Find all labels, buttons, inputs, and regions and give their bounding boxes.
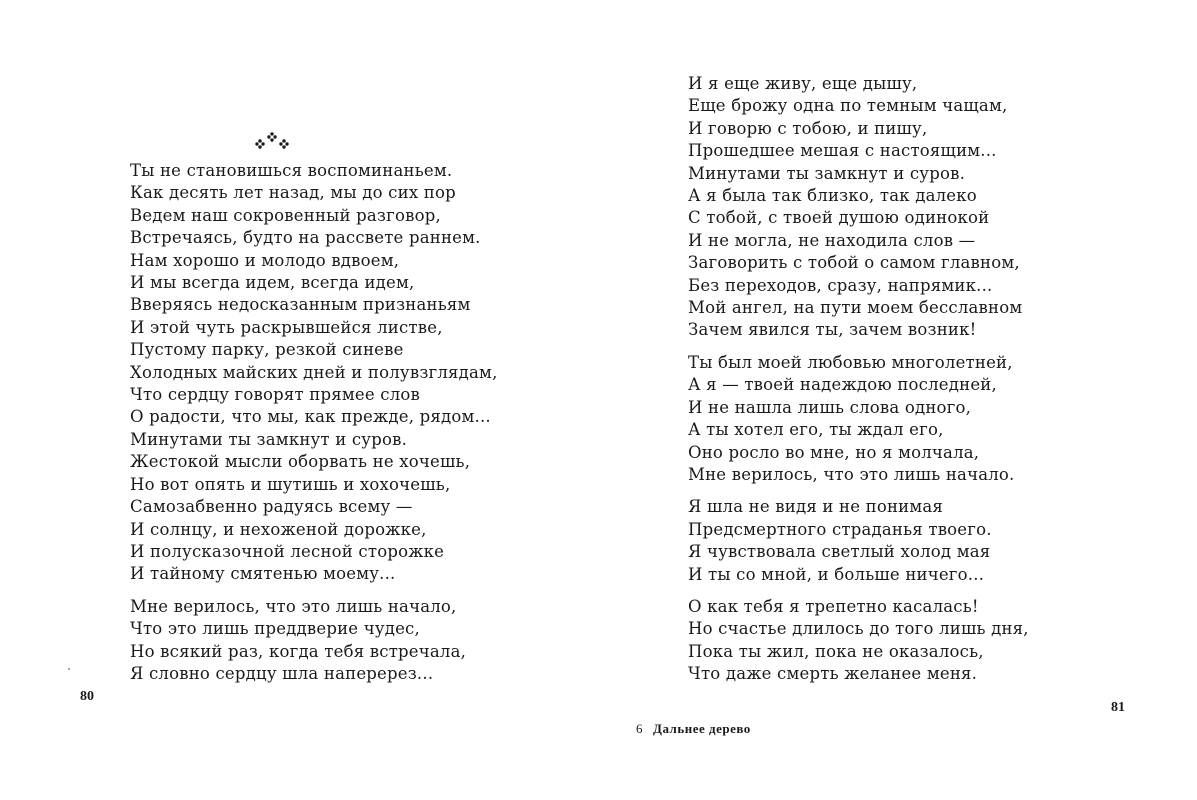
poem-line: О радости, что мы, как прежде, рядом... xyxy=(130,407,491,427)
flower-ornament-icon xyxy=(252,132,294,150)
poem-line: Прошедшее мешая с настоящим... xyxy=(688,141,997,161)
poem-line: Я шла не видя и не понимая xyxy=(688,497,944,517)
poem-line: Ты не становишься воспоминаньем. xyxy=(130,161,453,180)
poem-line: Холодных майских дней и полувзглядам, xyxy=(130,362,498,382)
print-speck xyxy=(68,668,70,670)
poem-line: И говорю с тобою, и пишу, xyxy=(688,118,928,138)
signature-title: Дальнее дерево xyxy=(653,721,751,736)
poem-line: И не нашла лишь слова одного, xyxy=(688,397,972,417)
poem-line: И солнцу, и нехоженой дорожке, xyxy=(130,519,427,539)
page-number-right: 81 xyxy=(1111,700,1125,715)
poem-line: Ты был моей любовью многолетней, xyxy=(688,352,1013,372)
poem-left xyxy=(130,160,498,685)
poem-line: Минутами ты замкнут и суров. xyxy=(688,163,966,183)
poem-line: Еще брожу одна по темным чащам, xyxy=(688,96,1008,116)
poem-line: Что это лишь преддверие чудес, xyxy=(130,619,420,639)
poem-line: Мне верилось, что это лишь начало, xyxy=(130,596,457,616)
poem-line: А я была так близко, так далеко xyxy=(688,186,977,206)
poem-line: Но вот опять и шутишь и хохочешь, xyxy=(130,474,451,494)
poem-line: И этой чуть раскрывшейся листве, xyxy=(130,317,443,337)
poem-line: Вверяясь недосказанным признаньям xyxy=(130,295,471,315)
poem-line: Мне верилось, что это лишь начало. xyxy=(688,464,1015,484)
poem-line: Что сердцу говорят прямее слов xyxy=(130,385,421,405)
poem-line: А я — твоей надеждою последней, xyxy=(688,375,997,395)
poem-line: О как тебя я трепетно касалась! xyxy=(688,596,979,616)
poem-line: А ты хотел его, ты ждал его, xyxy=(688,420,944,440)
signature-mark xyxy=(636,721,751,737)
poem-line: Но счастье длилось до того лишь дня, xyxy=(688,619,1029,639)
poem-line: И не могла, не находила слов — xyxy=(688,230,976,250)
poem-line: Что даже смерть желанее меня. xyxy=(688,664,978,684)
poem-line: Нам хорошо и молодо вдвоем, xyxy=(130,250,400,270)
poem-line: И ты со мной, и больше ничего... xyxy=(688,564,985,584)
poem-line: Я чувствовала светлый холод мая xyxy=(688,542,991,562)
poem-line: И я еще живу, еще дышу, xyxy=(688,74,918,93)
poem-line: Зачем явился ты, зачем возник! xyxy=(688,320,977,340)
page-number-left: 80 xyxy=(80,689,94,704)
poem-line: Минутами ты замкнут и суров. xyxy=(130,429,408,449)
poem-line: Пока ты жил, пока не оказалось, xyxy=(688,641,984,661)
poem-line: Ведем наш сокровенный разговор, xyxy=(130,205,441,225)
stanza xyxy=(688,596,1029,686)
stanza xyxy=(688,496,1029,586)
right-page xyxy=(598,0,1197,800)
poem-line: Но всякий раз, когда тебя встречала, xyxy=(130,641,467,661)
poem-line: Заговорить с тобой о самом главном, xyxy=(688,253,1020,273)
left-page xyxy=(0,0,598,800)
poem-line: Как десять лет назад, мы до сих пор xyxy=(130,183,456,203)
poem-line: Жестокой мысли оборвать не хочешь, xyxy=(130,452,471,472)
poem-line: С тобой, с твоей душою одинокой xyxy=(688,208,990,228)
poem-right xyxy=(688,73,1029,686)
poem-line: И полусказочной лесной сторожке xyxy=(130,541,445,561)
poem-line: Встречаясь, будто на рассвете раннем. xyxy=(130,228,481,248)
poem-line: Предсмертного страданья твоего. xyxy=(688,519,992,539)
poem-line: Я словно сердцу шла наперерез... xyxy=(130,663,434,683)
poem-line: И тайному смятенью моему... xyxy=(130,564,396,584)
poem-line: Самозабвенно радуясь всему — xyxy=(130,497,413,517)
stanza xyxy=(688,73,1029,342)
poem-line: Без переходов, сразу, напрямик... xyxy=(688,275,993,295)
stanza xyxy=(688,352,1029,486)
poem-line: Мой ангел, на пути моем бесславном xyxy=(688,298,1023,318)
poem-line: Пустому парку, резкой синеве xyxy=(130,340,404,360)
stanza xyxy=(130,160,498,586)
poem-line: И мы всегда идем, всегда идем, xyxy=(130,273,415,293)
poem-line: Оно росло во мне, но я молчала, xyxy=(688,442,980,462)
signature-number: 6 xyxy=(636,721,643,736)
stanza xyxy=(130,596,498,686)
